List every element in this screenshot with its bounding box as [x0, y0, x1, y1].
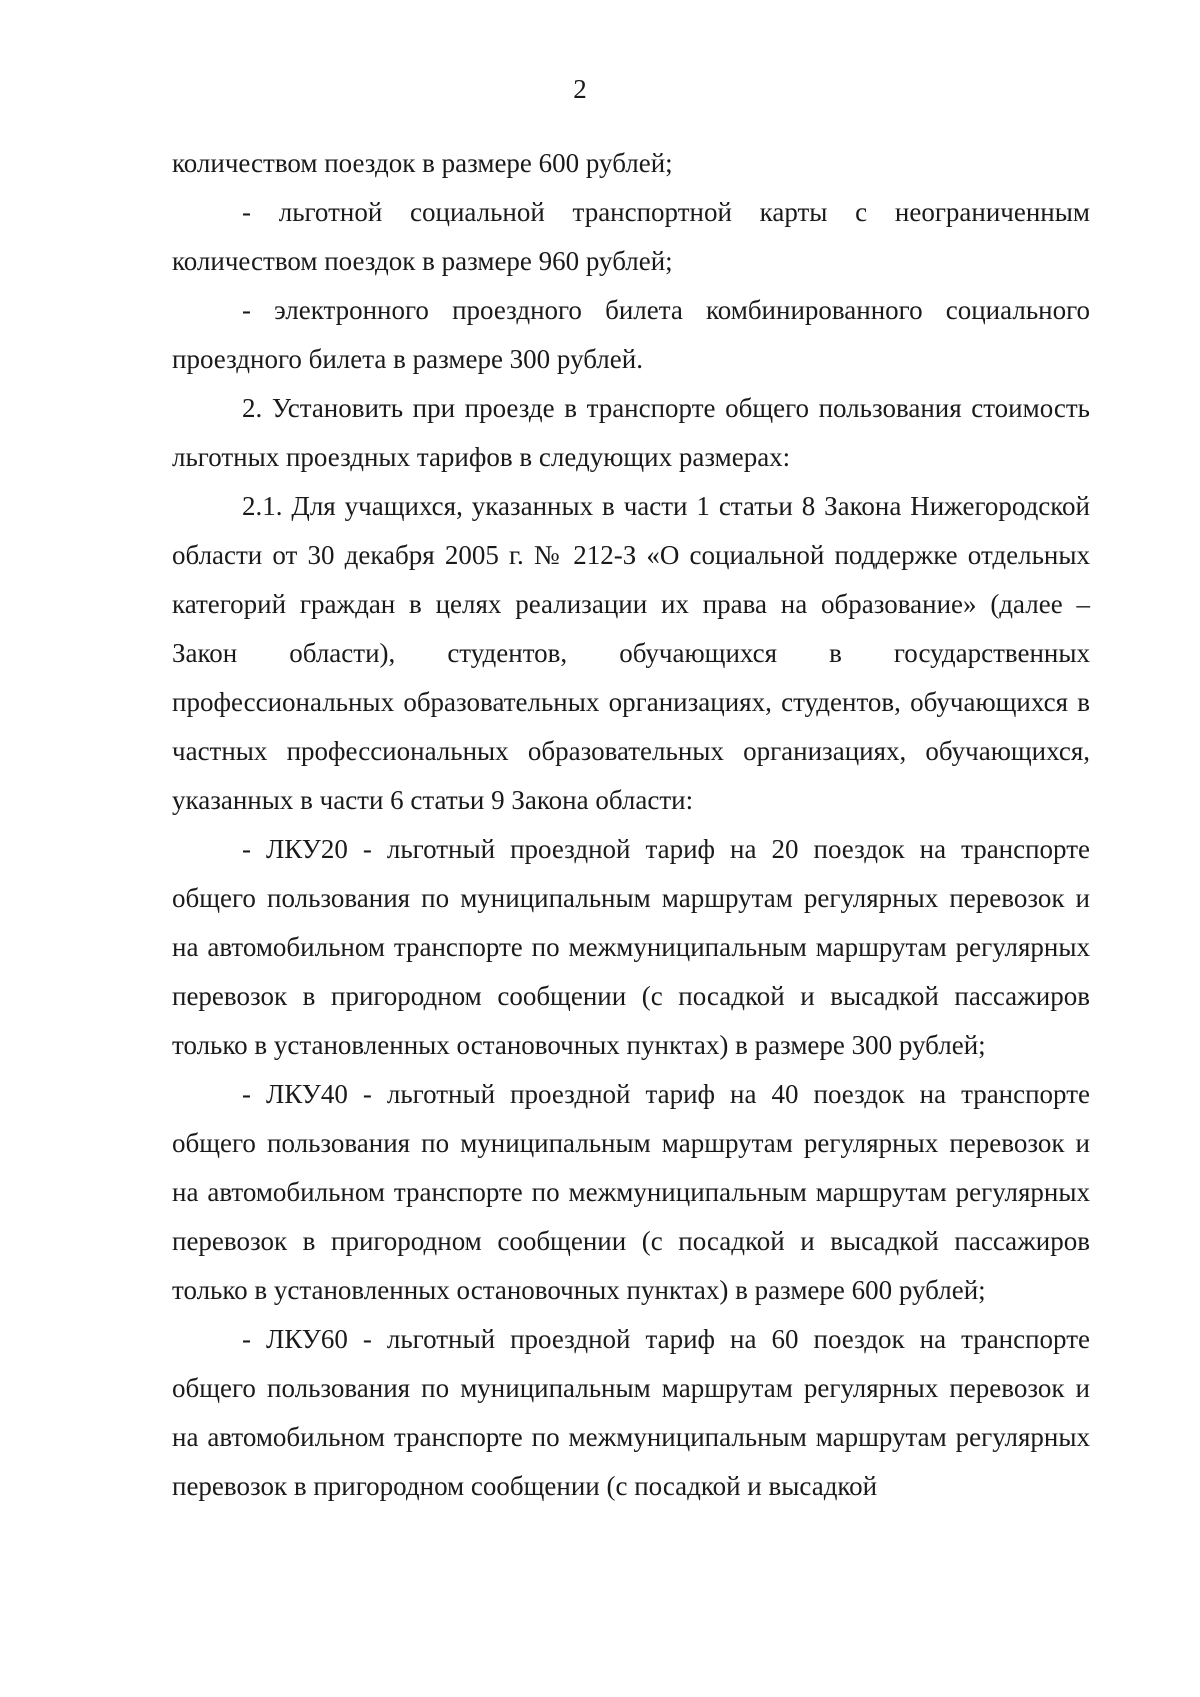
paragraph-lku20: - ЛКУ20 - льготный проездной тариф на 20 поездок на транспорте общего пользования по муниципальным маршрутам регулярных перевозок и на автомобильном транспорте по межмуниципальным маршрутам регулярных перевозок в пригородном сообщении (с посадкой и высадкой пассажиров только в установленных остановочных пунктах) в размере 300 рублей;: [172, 834, 1090, 1060]
paragraph-continuation: количеством поездок в размере 600 рублей;: [172, 148, 673, 178]
page-number: 2: [573, 74, 587, 104]
document-body: [172, 139, 1090, 1511]
paragraph-combined-ticket: - электронного проездного билета комбинированного социального проездного билета в размере 300 рублей.: [172, 295, 1090, 374]
paragraph-section-2-1: 2.1. Для учащихся, указанных в части 1 статьи 8 Закона Нижегородской области от 30 декабря 2005 г. № 212-З «О социальной поддержке отдельных категорий граждан в целях реализации их права на образование» (далее – Закон области), студентов, обучающихся в государственных профессиональных образовательных организациях, студентов, обучающихся в частных профессиональных образовательных организациях, обучающихся, указанных в части 6 статьи 9 Закона области:: [172, 491, 1090, 815]
paragraph-unlimited-card: - льготной социальной транспортной карты с неограниченным количеством поездок в размере 960 рублей;: [172, 197, 1090, 276]
paragraph-lku60: - ЛКУ60 - льготный проездной тариф на 60 поездок на транспорте общего пользования по муниципальным маршрутам регулярных перевозок и на автомобильном транспорте по межмуниципальным маршрутам регулярных перевозок в пригородном сообщении (с посадкой и высадкой: [172, 1324, 1090, 1501]
paragraph-section-2: 2. Установить при проезде в транспорте общего пользования стоимость льготных проездных тарифов в следующих размерах:: [172, 393, 1090, 472]
paragraph-lku40: - ЛКУ40 - льготный проездной тариф на 40 поездок на транспорте общего пользования по муниципальным маршрутам регулярных перевозок и на автомобильном транспорте по межмуниципальным маршрутам регулярных перевозок в пригородном сообщении (с посадкой и высадкой пассажиров только в установленных остановочных пунктах) в размере 600 рублей;: [172, 1079, 1090, 1305]
